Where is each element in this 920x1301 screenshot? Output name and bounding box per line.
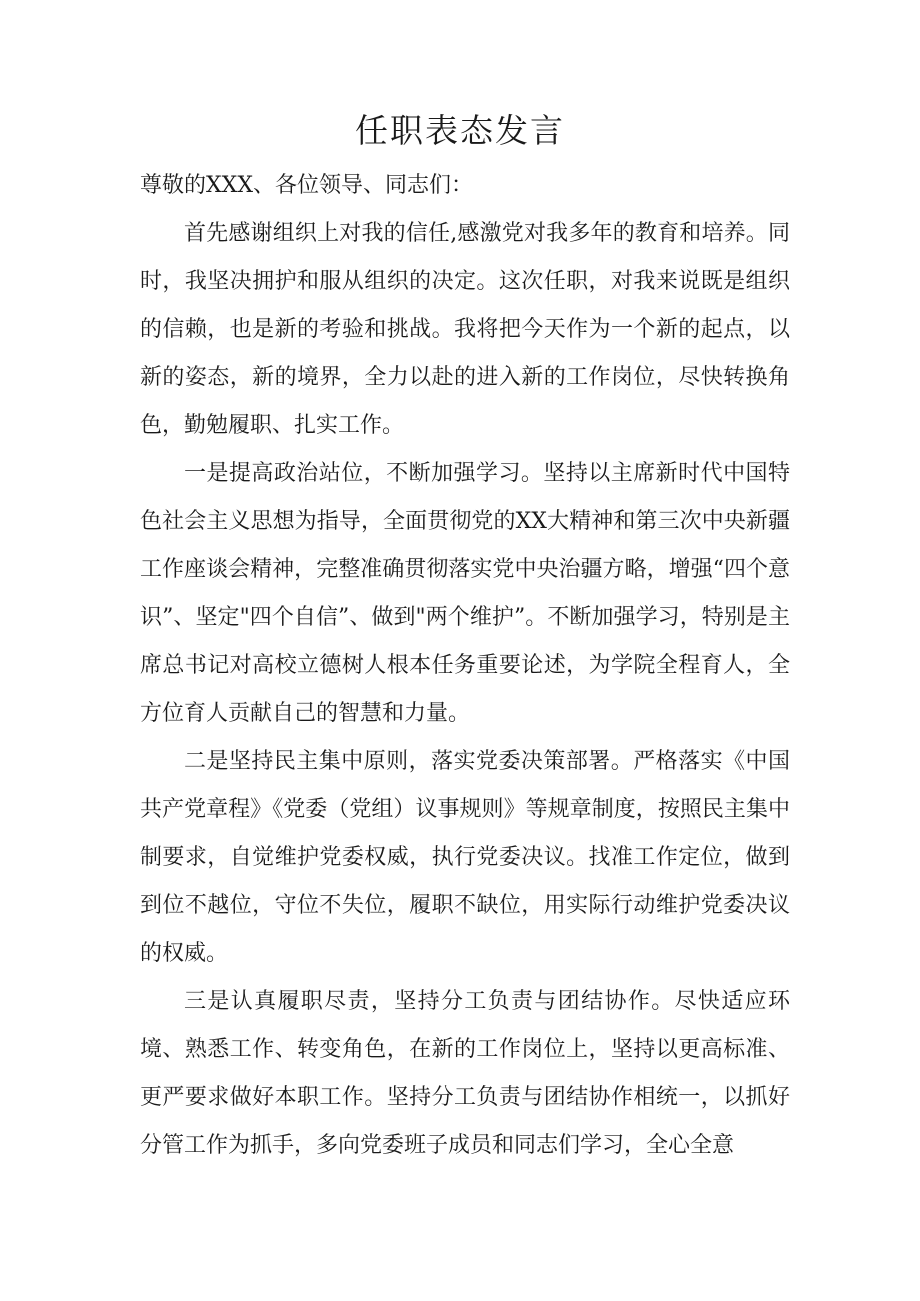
- paragraph-point-two: 二是坚持民主集中原则，落实党委决策部署。严格落实《中国共产党章程》《党委（党组）议事规则》等规章制度，按照民主集中制要求，自觉维护党委权威，执行党委决议。找准工作定位，做到到位不越位，守位不失位，履职不缺位，用实际行动维护党委决议的权威。: [140, 749, 790, 966]
- paragraph-point-three: 三是认真履职尽责，坚持分工负责与团结协作。尽快适应环境、熟悉工作、转变角色，在新的工作岗位上，坚持以更高标准、更严要求做好本职工作。坚持分工负责与团结协作相统一，以抓好分管工作为抓手，多向党委班子成员和同志们学习，全心全意: [140, 989, 790, 1158]
- document-body: [140, 162, 790, 1170]
- salutation: 尊敬的XXX、各位领导、同志们：: [140, 173, 473, 198]
- document-title: 任职表态发言: [355, 111, 565, 150]
- paragraph-point-one: 一是提高政治站位，不断加强学习。坚持以主席新时代中国特色社会主义思想为指导，全面贯彻党的XX大精神和第三次中央新疆工作座谈会精神，完整准确贯彻落实党中央治疆方略，增强“四个意识”、坚定"四个自信”、做到"两个维护”。不断加强学习，特别是主席总书记对高校立德树人根本任务重要论述，为学院全程育人，全方位育人贡献自己的智慧和力量。: [140, 461, 790, 726]
- paragraph-intro: 首先感谢组织上对我的信任,感激党对我多年的教育和培养。同时，我坚决拥护和服从组织的决定。这次任职，对我来说既是组织的信赖，也是新的考验和挑战。我将把今天作为一个新的起点，以新的姿态，新的境界，全力以赴的进入新的工作岗位，尽快转换角色，勤勉履职、扎实工作。: [140, 221, 790, 438]
